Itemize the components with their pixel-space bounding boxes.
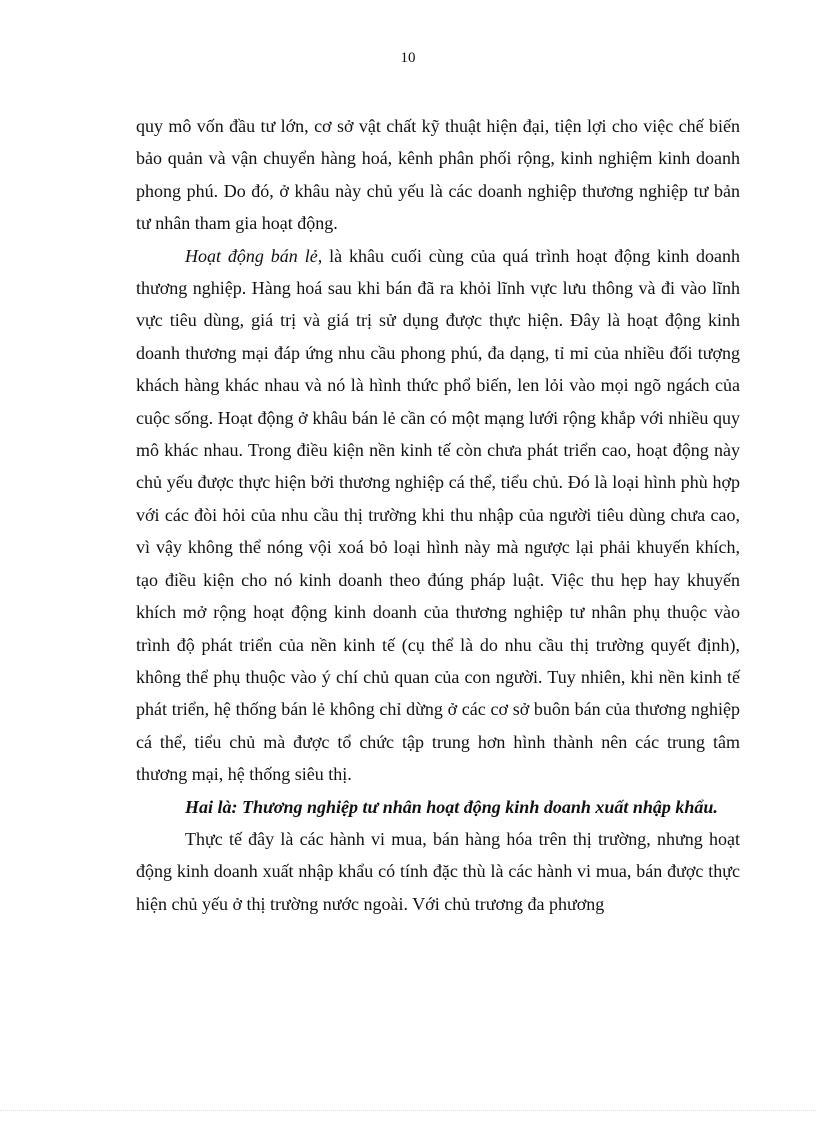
page-number: 10 [400,50,416,66]
retail-description: là khâu cuối cùng của quá trình hoạt động kinh doanh thương nghiệp. Hàng hoá sau khi bán đã ra khỏi lĩnh vực lưu thông và đi vào lĩnh vực tiêu dùng, giá trị và giá trị sử dụng được thực hiện. Đây là hoạt động kinh doanh thương mại đáp ứng nhu cầu phong phú, đa dạng, tỉ mỉ của nhiều đối tượng khách hàng khác nhau và nó là hình thức phổ biến, len lỏi vào mọi ngõ ngách của cuộc sống. Hoạt động ở khâu bán lẻ cần có một mạng lưới rộng khắp với nhiều quy mô khác nhau. Trong điều kiện nền kinh tế còn chưa phát triển cao, hoạt động này chủ yếu được thực hiện bởi thương nghiệp cá thể, tiểu chủ. Đó là loại hình phù hợp với các đòi hỏi của nhu cầu thị trường khi thu nhập của người tiêu dùng chưa cao, vì vậy không thể nóng vội xoá bỏ loại hình này mà ngược lại phải khuyến khích, tạo điều kiện cho nó kinh doanh theo đúng pháp luật. Việc thu hẹp hay khuyến khích mở rộng hoạt động kinh doanh của thương nghiệp tư nhân phụ thuộc vào trình độ phát triển của nền kinh tế (cụ thể là do nhu cầu thị trường quyết định), không thể phụ thuộc vào ý chí chủ quan của con người. Tuy nhiên, khi nền kinh tế phát triển, hệ thống bán lẻ không chỉ dừng ở các cơ sở buôn bán của thương nghiệp cá thể, tiểu chủ mà được tổ chức tập trung hơn hình thành nên các trung tâm thương mại, hệ thống siêu thị. [136,245,741,785]
retail-term: Hoạt động bán lẻ, [185,245,323,266]
paragraph-retail [136,240,740,791]
paragraph-wholesale-continuation: quy mô vốn đầu tư lớn, cơ sở vật chất kỹ thuật hiện đại, tiện lợi cho việc chế biến bảo quản và vận chuyển hàng hoá, kênh phân phối rộng, kinh nghiệm kinh doanh phong phú. Do đó, ở khâu này chủ yếu là các doanh nghiệp thương nghiệp tư bản tư nhân tham gia hoạt động. [136,116,740,234]
page-bottom-divider [0,1110,816,1111]
document-body [136,110,740,920]
paragraph-import-export: Thực tế đây là các hành vi mua, bán hàng hóa trên thị trường, nhưng hoạt động kinh doanh xuất nhập khẩu có tính đặc thù là các hành vi mua, bán được thực hiện chủ yếu ở thị trường nước ngoài. Với chủ trương đa phương [136,828,740,914]
section-heading-import-export: Hai là: Thương nghiệp tư nhân hoạt động kinh doanh xuất nhập khẩu. [185,796,718,817]
